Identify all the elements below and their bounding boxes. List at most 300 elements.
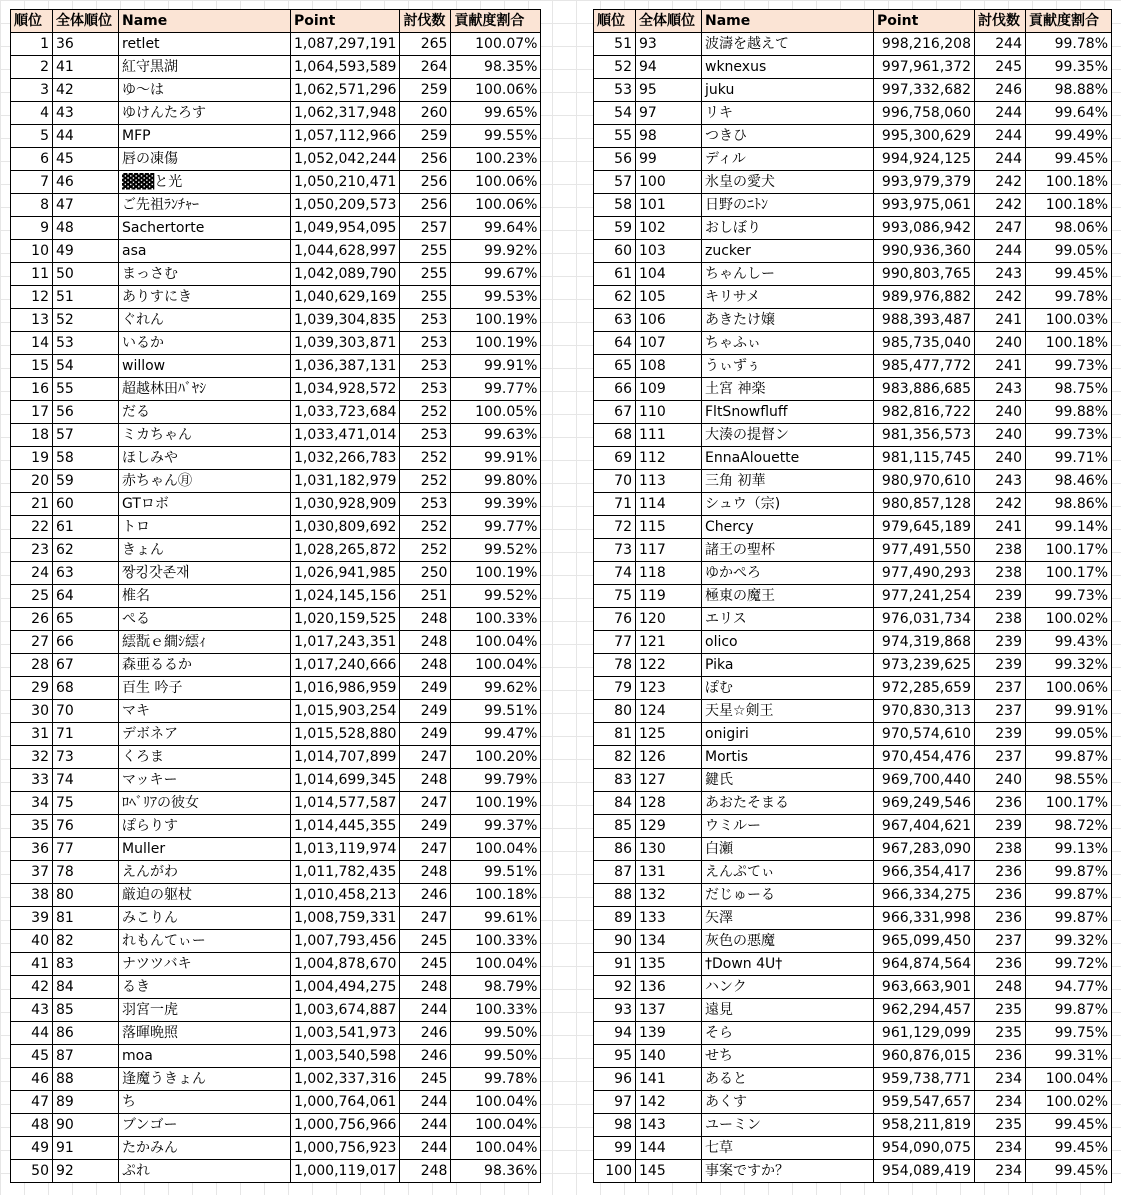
contribution-cell[interactable]: 99.87% xyxy=(1026,999,1112,1022)
rank-cell[interactable]: 80 xyxy=(594,700,636,723)
kills-cell[interactable]: 247 xyxy=(400,792,451,815)
contribution-cell[interactable]: 99.05% xyxy=(1026,240,1112,263)
header-point[interactable]: Point xyxy=(874,10,975,33)
overall-rank-cell[interactable]: 99 xyxy=(636,148,702,171)
point-cell[interactable]: 985,477,772 xyxy=(874,355,975,378)
overall-rank-cell[interactable]: 103 xyxy=(636,240,702,263)
overall-rank-cell[interactable]: 44 xyxy=(53,125,119,148)
point-cell[interactable]: 1,014,445,355 xyxy=(291,815,400,838)
point-cell[interactable]: 1,016,986,959 xyxy=(291,677,400,700)
name-cell[interactable]: あると xyxy=(702,1068,874,1091)
rank-cell[interactable]: 43 xyxy=(11,999,53,1022)
kills-cell[interactable]: 247 xyxy=(400,907,451,930)
name-cell[interactable]: だる xyxy=(119,401,291,424)
overall-rank-cell[interactable]: 115 xyxy=(636,516,702,539)
contribution-cell[interactable]: 99.45% xyxy=(1026,1137,1112,1160)
point-cell[interactable]: 993,086,942 xyxy=(874,217,975,240)
point-cell[interactable]: 997,332,682 xyxy=(874,79,975,102)
name-cell[interactable]: 厳迫の躯杖 xyxy=(119,884,291,907)
contribution-cell[interactable]: 99.72% xyxy=(1026,953,1112,976)
name-cell[interactable]: まっさむ xyxy=(119,263,291,286)
overall-rank-cell[interactable]: 102 xyxy=(636,217,702,240)
kills-cell[interactable]: 241 xyxy=(975,516,1026,539)
overall-rank-cell[interactable]: 106 xyxy=(636,309,702,332)
overall-rank-cell[interactable]: 88 xyxy=(53,1068,119,1091)
kills-cell[interactable]: 246 xyxy=(975,79,1026,102)
kills-cell[interactable]: 264 xyxy=(400,56,451,79)
overall-rank-cell[interactable]: 105 xyxy=(636,286,702,309)
contribution-cell[interactable]: 99.78% xyxy=(1026,33,1112,56)
overall-rank-cell[interactable]: 93 xyxy=(636,33,702,56)
kills-cell[interactable]: 237 xyxy=(975,700,1026,723)
name-cell[interactable]: ブンゴー xyxy=(119,1114,291,1137)
contribution-cell[interactable]: 99.91% xyxy=(1026,700,1112,723)
contribution-cell[interactable]: 99.62% xyxy=(451,677,541,700)
point-cell[interactable]: 1,040,629,169 xyxy=(291,286,400,309)
name-cell[interactable]: 唇の凍傷 xyxy=(119,148,291,171)
point-cell[interactable]: 954,089,419 xyxy=(874,1160,975,1183)
rank-cell[interactable]: 98 xyxy=(594,1114,636,1137)
overall-rank-cell[interactable]: 101 xyxy=(636,194,702,217)
overall-rank-cell[interactable]: 61 xyxy=(53,516,119,539)
rank-cell[interactable]: 20 xyxy=(11,470,53,493)
point-cell[interactable]: 1,017,240,666 xyxy=(291,654,400,677)
contribution-cell[interactable]: 98.75% xyxy=(1026,378,1112,401)
kills-cell[interactable]: 240 xyxy=(975,447,1026,470)
contribution-cell[interactable]: 100.33% xyxy=(451,930,541,953)
overall-rank-cell[interactable]: 144 xyxy=(636,1137,702,1160)
point-cell[interactable]: 970,454,476 xyxy=(874,746,975,769)
contribution-cell[interactable]: 100.23% xyxy=(451,148,541,171)
name-cell[interactable]: ユーミン xyxy=(702,1114,874,1137)
kills-cell[interactable]: 241 xyxy=(975,355,1026,378)
name-cell[interactable]: ゆ～は xyxy=(119,79,291,102)
name-cell[interactable]: 森亜るるか xyxy=(119,654,291,677)
point-cell[interactable]: 1,062,571,296 xyxy=(291,79,400,102)
rank-cell[interactable]: 81 xyxy=(594,723,636,746)
kills-cell[interactable]: 237 xyxy=(975,930,1026,953)
name-cell[interactable]: みこりん xyxy=(119,907,291,930)
rank-cell[interactable]: 23 xyxy=(11,539,53,562)
rank-cell[interactable]: 17 xyxy=(11,401,53,424)
name-cell[interactable]: たかみん xyxy=(119,1137,291,1160)
overall-rank-cell[interactable]: 132 xyxy=(636,884,702,907)
name-cell[interactable]: 赤ちゃん㊊ xyxy=(119,470,291,493)
name-cell[interactable]: ミカちゃん xyxy=(119,424,291,447)
rank-cell[interactable]: 82 xyxy=(594,746,636,769)
contribution-cell[interactable]: 99.47% xyxy=(451,723,541,746)
kills-cell[interactable]: 248 xyxy=(400,769,451,792)
contribution-cell[interactable]: 100.04% xyxy=(451,1137,541,1160)
kills-cell[interactable]: 239 xyxy=(975,631,1026,654)
kills-cell[interactable]: 256 xyxy=(400,171,451,194)
name-cell[interactable]: 諸王の聖杯 xyxy=(702,539,874,562)
point-cell[interactable]: 963,663,901 xyxy=(874,976,975,999)
rank-cell[interactable]: 27 xyxy=(11,631,53,654)
name-cell[interactable]: willow xyxy=(119,355,291,378)
name-cell[interactable]: シュウ（宗) xyxy=(702,493,874,516)
rank-cell[interactable]: 83 xyxy=(594,769,636,792)
contribution-cell[interactable]: 100.17% xyxy=(1026,562,1112,585)
kills-cell[interactable]: 234 xyxy=(975,1160,1026,1183)
overall-rank-cell[interactable]: 70 xyxy=(53,700,119,723)
name-cell[interactable]: 逢魔うきょん xyxy=(119,1068,291,1091)
kills-cell[interactable]: 257 xyxy=(400,217,451,240)
rank-cell[interactable]: 65 xyxy=(594,355,636,378)
header-rank[interactable]: 順位 xyxy=(594,10,636,33)
point-cell[interactable]: 966,354,417 xyxy=(874,861,975,884)
overall-rank-cell[interactable]: 81 xyxy=(53,907,119,930)
kills-cell[interactable]: 244 xyxy=(400,1137,451,1160)
contribution-cell[interactable]: 99.64% xyxy=(451,217,541,240)
overall-rank-cell[interactable]: 134 xyxy=(636,930,702,953)
contribution-cell[interactable]: 99.87% xyxy=(1026,884,1112,907)
point-cell[interactable]: 1,030,809,692 xyxy=(291,516,400,539)
kills-cell[interactable]: 240 xyxy=(975,424,1026,447)
point-cell[interactable]: 966,334,275 xyxy=(874,884,975,907)
rank-cell[interactable]: 67 xyxy=(594,401,636,424)
contribution-cell[interactable]: 100.18% xyxy=(1026,332,1112,355)
contribution-cell[interactable]: 99.67% xyxy=(451,263,541,286)
name-cell[interactable]: だじゅーる xyxy=(702,884,874,907)
rank-cell[interactable]: 60 xyxy=(594,240,636,263)
rank-cell[interactable]: 72 xyxy=(594,516,636,539)
point-cell[interactable]: 976,031,734 xyxy=(874,608,975,631)
name-cell[interactable]: ありすにき xyxy=(119,286,291,309)
overall-rank-cell[interactable]: 135 xyxy=(636,953,702,976)
rank-cell[interactable]: 68 xyxy=(594,424,636,447)
kills-cell[interactable]: 248 xyxy=(400,976,451,999)
point-cell[interactable]: 1,049,954,095 xyxy=(291,217,400,240)
name-cell[interactable]: 三角 初華 xyxy=(702,470,874,493)
rank-cell[interactable]: 56 xyxy=(594,148,636,171)
point-cell[interactable]: 959,738,771 xyxy=(874,1068,975,1091)
contribution-cell[interactable]: 99.73% xyxy=(1026,355,1112,378)
header-kills[interactable]: 討伐数 xyxy=(975,10,1026,33)
rank-cell[interactable]: 88 xyxy=(594,884,636,907)
rank-cell[interactable]: 18 xyxy=(11,424,53,447)
kills-cell[interactable]: 245 xyxy=(400,1068,451,1091)
overall-rank-cell[interactable]: 56 xyxy=(53,401,119,424)
contribution-cell[interactable]: 99.65% xyxy=(451,102,541,125)
point-cell[interactable]: 1,033,471,014 xyxy=(291,424,400,447)
kills-cell[interactable]: 239 xyxy=(975,815,1026,838)
point-cell[interactable]: 1,003,674,887 xyxy=(291,999,400,1022)
overall-rank-cell[interactable]: 137 xyxy=(636,999,702,1022)
name-cell[interactable]: Pika xyxy=(702,654,874,677)
overall-rank-cell[interactable]: 62 xyxy=(53,539,119,562)
point-cell[interactable]: 993,979,379 xyxy=(874,171,975,194)
contribution-cell[interactable]: 100.18% xyxy=(451,884,541,907)
point-cell[interactable]: 1,026,941,985 xyxy=(291,562,400,585)
rank-cell[interactable]: 13 xyxy=(11,309,53,332)
rank-cell[interactable]: 44 xyxy=(11,1022,53,1045)
overall-rank-cell[interactable]: 141 xyxy=(636,1068,702,1091)
contribution-cell[interactable]: 99.91% xyxy=(451,447,541,470)
overall-rank-cell[interactable]: 87 xyxy=(53,1045,119,1068)
contribution-cell[interactable]: 100.07% xyxy=(451,33,541,56)
kills-cell[interactable]: 255 xyxy=(400,240,451,263)
contribution-cell[interactable]: 99.55% xyxy=(451,125,541,148)
point-cell[interactable]: 970,574,610 xyxy=(874,723,975,746)
contribution-cell[interactable]: 99.87% xyxy=(1026,746,1112,769)
contribution-cell[interactable]: 100.19% xyxy=(451,332,541,355)
kills-cell[interactable]: 252 xyxy=(400,470,451,493)
overall-rank-cell[interactable]: 64 xyxy=(53,585,119,608)
name-cell[interactable]: 事案ですか？ xyxy=(702,1160,874,1183)
point-cell[interactable]: 1,002,337,316 xyxy=(291,1068,400,1091)
rank-cell[interactable]: 22 xyxy=(11,516,53,539)
contribution-cell[interactable]: 99.39% xyxy=(451,493,541,516)
point-cell[interactable]: 1,020,159,525 xyxy=(291,608,400,631)
rank-cell[interactable]: 99 xyxy=(594,1137,636,1160)
rank-cell[interactable]: 50 xyxy=(11,1160,53,1183)
contribution-cell[interactable]: 98.36% xyxy=(451,1160,541,1183)
point-cell[interactable]: 972,285,659 xyxy=(874,677,975,700)
point-cell[interactable]: 965,099,450 xyxy=(874,930,975,953)
kills-cell[interactable]: 255 xyxy=(400,286,451,309)
overall-rank-cell[interactable]: 94 xyxy=(636,56,702,79)
name-cell[interactable]: デボネア xyxy=(119,723,291,746)
rank-cell[interactable]: 14 xyxy=(11,332,53,355)
overall-rank-cell[interactable]: 91 xyxy=(53,1137,119,1160)
overall-rank-cell[interactable]: 58 xyxy=(53,447,119,470)
overall-rank-cell[interactable]: 51 xyxy=(53,286,119,309)
rank-cell[interactable]: 2 xyxy=(11,56,53,79)
point-cell[interactable]: 982,816,722 xyxy=(874,401,975,424)
contribution-cell[interactable]: 99.87% xyxy=(1026,861,1112,884)
kills-cell[interactable]: 253 xyxy=(400,332,451,355)
rank-cell[interactable]: 96 xyxy=(594,1068,636,1091)
point-cell[interactable]: 1,014,707,899 xyxy=(291,746,400,769)
rank-cell[interactable]: 63 xyxy=(594,309,636,332)
contribution-cell[interactable]: 99.43% xyxy=(1026,631,1112,654)
rank-cell[interactable]: 9 xyxy=(11,217,53,240)
overall-rank-cell[interactable]: 77 xyxy=(53,838,119,861)
kills-cell[interactable]: 242 xyxy=(975,493,1026,516)
point-cell[interactable]: 981,115,745 xyxy=(874,447,975,470)
contribution-cell[interactable]: 100.06% xyxy=(451,171,541,194)
rank-cell[interactable]: 1 xyxy=(11,33,53,56)
overall-rank-cell[interactable]: 95 xyxy=(636,79,702,102)
point-cell[interactable]: 1,031,182,979 xyxy=(291,470,400,493)
overall-rank-cell[interactable]: 109 xyxy=(636,378,702,401)
name-cell[interactable]: 灰色の悪魔 xyxy=(702,930,874,953)
name-cell[interactable]: Sachertorte xyxy=(119,217,291,240)
point-cell[interactable]: 1,000,756,923 xyxy=(291,1137,400,1160)
contribution-cell[interactable]: 100.04% xyxy=(451,654,541,677)
overall-rank-cell[interactable]: 73 xyxy=(53,746,119,769)
name-cell[interactable]: あおたそまる xyxy=(702,792,874,815)
kills-cell[interactable]: 252 xyxy=(400,516,451,539)
kills-cell[interactable]: 244 xyxy=(400,1114,451,1137)
contribution-cell[interactable]: 100.04% xyxy=(451,631,541,654)
kills-cell[interactable]: 265 xyxy=(400,33,451,56)
overall-rank-cell[interactable]: 55 xyxy=(53,378,119,401)
point-cell[interactable]: 954,090,075 xyxy=(874,1137,975,1160)
name-cell[interactable]: リキ xyxy=(702,102,874,125)
name-cell[interactable]: いるか xyxy=(119,332,291,355)
rank-cell[interactable]: 97 xyxy=(594,1091,636,1114)
contribution-cell[interactable]: 99.71% xyxy=(1026,447,1112,470)
point-cell[interactable]: 1,087,297,191 xyxy=(291,33,400,56)
point-cell[interactable]: 990,936,360 xyxy=(874,240,975,263)
overall-rank-cell[interactable]: 126 xyxy=(636,746,702,769)
rank-cell[interactable]: 3 xyxy=(11,79,53,102)
contribution-cell[interactable]: 99.77% xyxy=(451,516,541,539)
rank-cell[interactable]: 86 xyxy=(594,838,636,861)
contribution-cell[interactable]: 100.02% xyxy=(1026,1091,1112,1114)
name-cell[interactable]: ご先祖ﾗﾝﾁｬｰ xyxy=(119,194,291,217)
point-cell[interactable]: 1,003,541,973 xyxy=(291,1022,400,1045)
point-cell[interactable]: 961,129,099 xyxy=(874,1022,975,1045)
kills-cell[interactable]: 239 xyxy=(975,654,1026,677)
point-cell[interactable]: 977,241,254 xyxy=(874,585,975,608)
kills-cell[interactable]: 246 xyxy=(400,1022,451,1045)
contribution-cell[interactable]: 99.14% xyxy=(1026,516,1112,539)
rank-cell[interactable]: 93 xyxy=(594,999,636,1022)
point-cell[interactable]: 983,886,685 xyxy=(874,378,975,401)
overall-rank-cell[interactable]: 78 xyxy=(53,861,119,884)
point-cell[interactable]: 969,249,546 xyxy=(874,792,975,815)
overall-rank-cell[interactable]: 130 xyxy=(636,838,702,861)
point-cell[interactable]: 1,017,243,351 xyxy=(291,631,400,654)
name-cell[interactable]: ナツツバキ xyxy=(119,953,291,976)
contribution-cell[interactable]: 98.86% xyxy=(1026,493,1112,516)
rank-cell[interactable]: 53 xyxy=(594,79,636,102)
contribution-cell[interactable]: 99.13% xyxy=(1026,838,1112,861)
contribution-cell[interactable]: 98.72% xyxy=(1026,815,1112,838)
overall-rank-cell[interactable]: 36 xyxy=(53,33,119,56)
kills-cell[interactable]: 234 xyxy=(975,1137,1026,1160)
point-cell[interactable]: 1,052,042,244 xyxy=(291,148,400,171)
kills-cell[interactable]: 242 xyxy=(975,286,1026,309)
contribution-cell[interactable]: 99.51% xyxy=(451,861,541,884)
point-cell[interactable]: 966,331,998 xyxy=(874,907,975,930)
overall-rank-cell[interactable]: 49 xyxy=(53,240,119,263)
kills-cell[interactable]: 236 xyxy=(975,907,1026,930)
point-cell[interactable]: 962,294,457 xyxy=(874,999,975,1022)
rank-cell[interactable]: 28 xyxy=(11,654,53,677)
kills-cell[interactable]: 235 xyxy=(975,1114,1026,1137)
kills-cell[interactable]: 255 xyxy=(400,263,451,286)
overall-rank-cell[interactable]: 59 xyxy=(53,470,119,493)
kills-cell[interactable]: 243 xyxy=(975,378,1026,401)
point-cell[interactable]: 1,028,265,872 xyxy=(291,539,400,562)
rank-cell[interactable]: 55 xyxy=(594,125,636,148)
contribution-cell[interactable]: 100.06% xyxy=(1026,677,1112,700)
kills-cell[interactable]: 235 xyxy=(975,1022,1026,1045)
rank-cell[interactable]: 41 xyxy=(11,953,53,976)
overall-rank-cell[interactable]: 110 xyxy=(636,401,702,424)
contribution-cell[interactable]: 99.45% xyxy=(1026,1114,1112,1137)
contribution-cell[interactable]: 100.17% xyxy=(1026,792,1112,815)
kills-cell[interactable]: 252 xyxy=(400,539,451,562)
name-cell[interactable]: GTロボ xyxy=(119,493,291,516)
point-cell[interactable]: 1,011,782,435 xyxy=(291,861,400,884)
kills-cell[interactable]: 253 xyxy=(400,378,451,401)
overall-rank-cell[interactable]: 65 xyxy=(53,608,119,631)
kills-cell[interactable]: 248 xyxy=(400,654,451,677)
name-cell[interactable]: エリス xyxy=(702,608,874,631)
overall-rank-cell[interactable]: 117 xyxy=(636,539,702,562)
name-cell[interactable]: ﾛﾍﾞﾘｱの彼女 xyxy=(119,792,291,815)
name-cell[interactable]: 七草 xyxy=(702,1137,874,1160)
kills-cell[interactable]: 237 xyxy=(975,677,1026,700)
name-cell[interactable]: 鍵氏 xyxy=(702,769,874,792)
overall-rank-cell[interactable]: 111 xyxy=(636,424,702,447)
rank-cell[interactable]: 38 xyxy=(11,884,53,907)
rank-cell[interactable]: 16 xyxy=(11,378,53,401)
name-cell[interactable]: あくす xyxy=(702,1091,874,1114)
name-cell[interactable]: えんがわ xyxy=(119,861,291,884)
point-cell[interactable]: 1,000,764,061 xyxy=(291,1091,400,1114)
overall-rank-cell[interactable]: 54 xyxy=(53,355,119,378)
overall-rank-cell[interactable]: 140 xyxy=(636,1045,702,1068)
name-cell[interactable]: MFP xyxy=(119,125,291,148)
header-contribution[interactable]: 貢献度割合 xyxy=(1026,10,1112,33)
rank-cell[interactable]: 6 xyxy=(11,148,53,171)
overall-rank-cell[interactable]: 85 xyxy=(53,999,119,1022)
name-cell[interactable]: れもんてぃー xyxy=(119,930,291,953)
contribution-cell[interactable]: 99.92% xyxy=(451,240,541,263)
name-cell[interactable]: くろま xyxy=(119,746,291,769)
point-cell[interactable]: 1,024,145,156 xyxy=(291,585,400,608)
contribution-cell[interactable]: 99.88% xyxy=(1026,401,1112,424)
overall-rank-cell[interactable]: 120 xyxy=(636,608,702,631)
name-cell[interactable]: キリサメ xyxy=(702,286,874,309)
contribution-cell[interactable]: 99.50% xyxy=(451,1045,541,1068)
point-cell[interactable]: 1,032,266,783 xyxy=(291,447,400,470)
contribution-cell[interactable]: 99.61% xyxy=(451,907,541,930)
rank-cell[interactable]: 11 xyxy=(11,263,53,286)
kills-cell[interactable]: 256 xyxy=(400,148,451,171)
contribution-cell[interactable]: 100.33% xyxy=(451,608,541,631)
overall-rank-cell[interactable]: 114 xyxy=(636,493,702,516)
name-cell[interactable]: 極東の魔王 xyxy=(702,585,874,608)
point-cell[interactable]: 1,004,494,275 xyxy=(291,976,400,999)
kills-cell[interactable]: 253 xyxy=(400,355,451,378)
kills-cell[interactable]: 237 xyxy=(975,746,1026,769)
name-cell[interactable]: 超越林田ﾊﾞﾔｼ xyxy=(119,378,291,401)
rank-cell[interactable]: 54 xyxy=(594,102,636,125)
contribution-cell[interactable]: 99.35% xyxy=(1026,56,1112,79)
overall-rank-cell[interactable]: 41 xyxy=(53,56,119,79)
point-cell[interactable]: 995,300,629 xyxy=(874,125,975,148)
overall-rank-cell[interactable]: 124 xyxy=(636,700,702,723)
overall-rank-cell[interactable]: 98 xyxy=(636,125,702,148)
point-cell[interactable]: 964,874,564 xyxy=(874,953,975,976)
overall-rank-cell[interactable]: 145 xyxy=(636,1160,702,1183)
overall-rank-cell[interactable]: 68 xyxy=(53,677,119,700)
point-cell[interactable]: 1,050,210,471 xyxy=(291,171,400,194)
name-cell[interactable]: †Down 4U† xyxy=(702,953,874,976)
name-cell[interactable]: ぽらりす xyxy=(119,815,291,838)
rank-cell[interactable]: 49 xyxy=(11,1137,53,1160)
name-cell[interactable]: ちゃんしー xyxy=(702,263,874,286)
contribution-cell[interactable]: 99.32% xyxy=(1026,930,1112,953)
kills-cell[interactable]: 247 xyxy=(400,746,451,769)
rank-cell[interactable]: 62 xyxy=(594,286,636,309)
contribution-cell[interactable]: 99.87% xyxy=(1026,907,1112,930)
contribution-cell[interactable]: 100.19% xyxy=(451,309,541,332)
rank-cell[interactable]: 8 xyxy=(11,194,53,217)
contribution-cell[interactable]: 100.06% xyxy=(451,194,541,217)
rank-cell[interactable]: 31 xyxy=(11,723,53,746)
kills-cell[interactable]: 236 xyxy=(975,861,1026,884)
rank-cell[interactable]: 36 xyxy=(11,838,53,861)
kills-cell[interactable]: 245 xyxy=(400,930,451,953)
